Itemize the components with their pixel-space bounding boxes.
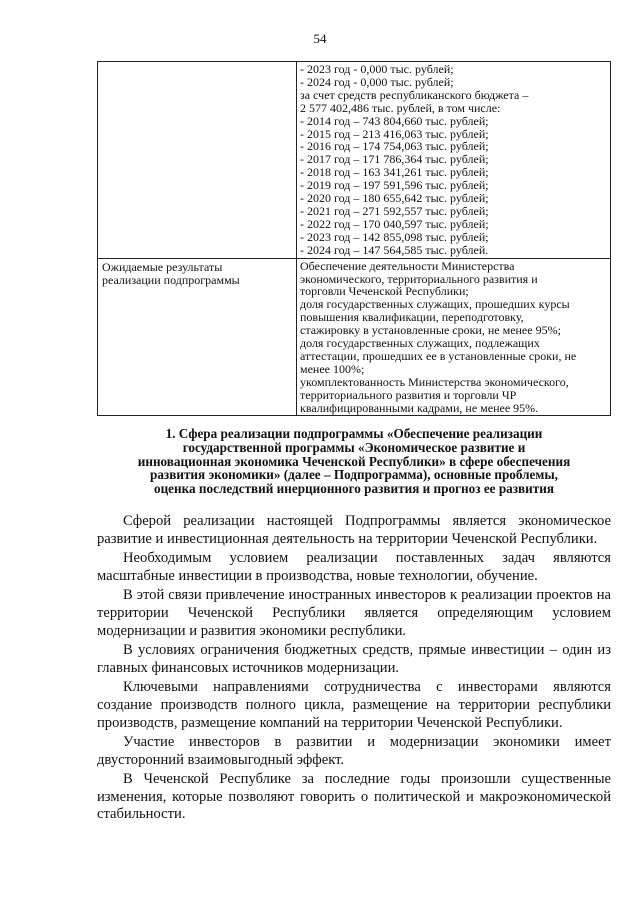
result-line: торговли Чеченской Республики; — [300, 284, 469, 299]
funding-line: - 2024 год – 147 564,585 тыс. рублей. — [300, 242, 489, 257]
heading-line: 1. Сфера реализации подпрограммы «Обеспечение реализации — [165, 426, 543, 441]
result-line: экономического, территориального развития и — [300, 271, 538, 286]
paragraph: Участие инвесторов в развитии и модернизации экономики имеет двусторонний взаимовыгодный эффект. — [97, 734, 611, 768]
result-line: квалифицированными кадрами, не менее 95%. — [300, 400, 539, 415]
table-cell-value — [297, 259, 610, 416]
result-line: территориального развития и торговли ЧР — [300, 387, 517, 402]
funding-line: - 2017 год – 171 786,364 тыс. рублей; — [300, 152, 489, 167]
paragraph: Ключевыми направлениями сотрудничества с инвесторами являются создание производств полного цикла, размещение на территории республики производств, размещение компаний на территории Чеченской Республики. — [97, 679, 611, 731]
table-row — [98, 62, 610, 258]
passport-table — [97, 61, 611, 416]
result-line: стажировку в установленные сроки, не менее 95%; — [300, 323, 561, 338]
funding-line: - 2021 год – 271 592,557 тыс. рублей; — [300, 203, 489, 218]
result-line: доля государственных служащих, подлежащих — [300, 336, 540, 351]
result-line: повышения квалификации, переподготовку, — [300, 310, 524, 325]
funding-line: - 2015 год – 213 416,063 тыс. рублей; — [300, 126, 489, 141]
row-label-line: реализации подпрограммы — [102, 272, 240, 287]
funding-line: - 2019 год – 197 591,596 тыс. рублей; — [300, 178, 489, 193]
paragraph: В Чеченской Республике за последние годы произошли существенные изменения, которые позволяют говорить о политической и макроэкономической стабильности. — [97, 771, 611, 823]
funding-line: - 2020 год – 180 655,642 тыс. рублей; — [300, 191, 489, 206]
heading-line: развития экономики» (далее – Подпрограмма), основные проблемы, — [150, 467, 558, 483]
funding-line: - 2016 год – 174 754,063 тыс. рублей; — [300, 139, 489, 154]
funding-line: - 2014 год – 743 804,660 тыс. рублей; — [300, 113, 489, 128]
funding-line: - 2018 год – 163 341,261 тыс. рублей; — [300, 165, 489, 180]
table-cell-label — [98, 62, 297, 258]
funding-line: 2 577 402,486 тыс. рублей, в том числе: — [300, 100, 501, 115]
funding-line: за счет средств республиканского бюджета – — [300, 87, 529, 102]
result-line: укомплектованность Министерства экономического, — [300, 374, 569, 389]
heading-line: оценка последствий инерционного развития и прогноз ее развития — [153, 481, 554, 497]
paragraph: Необходимым условием реализации поставленных задач являются масштабные инвестиции в производства, новые технологии, обучение. — [97, 550, 611, 584]
result-line: доля государственных служащих, прошедших курсы — [300, 297, 570, 312]
heading-line: инновационная экономика Чеченской Республики» в сфере обеспечения — [137, 453, 571, 469]
result-line: аттестации, прошедших ее в установленные сроки, не — [300, 348, 577, 363]
result-line: менее 100%; — [300, 361, 365, 376]
paragraph: В этой связи привлечение иностранных инвесторов к реализации проектов на территории Чеченской Республики является определяющим условием модернизации и развития экономики республики. — [97, 587, 611, 639]
heading-line: государственной программы «Экономическое развитие и — [182, 439, 526, 455]
page-number: 54 — [313, 31, 327, 46]
funding-line: - 2023 год - 0,000 тыс. рублей; — [300, 62, 454, 76]
funding-line: - 2024 год - 0,000 тыс. рублей; — [300, 74, 454, 89]
funding-line: - 2022 год – 170 040,597 тыс. рублей; — [300, 216, 489, 231]
result-line: Обеспечение деятельности Министерства — [300, 258, 515, 273]
section-body — [97, 427, 611, 826]
table-row — [98, 258, 610, 416]
section-heading — [97, 427, 611, 496]
table-cell-label — [98, 259, 297, 416]
paragraph: Сферой реализации настоящей Подпрограммы является экономическое развитие и инвестиционная деятельность на территории Чеченской Республики. — [97, 512, 611, 547]
table-cell-value — [297, 62, 610, 258]
paragraph: В условиях ограничения бюджетных средств, прямые инвестиции – один из главных финансовых источников модернизации. — [97, 642, 611, 676]
row-label-line: Ожидаемые результаты — [102, 259, 223, 274]
funding-line: - 2023 год – 142 855,098 тыс. рублей; — [300, 229, 489, 244]
